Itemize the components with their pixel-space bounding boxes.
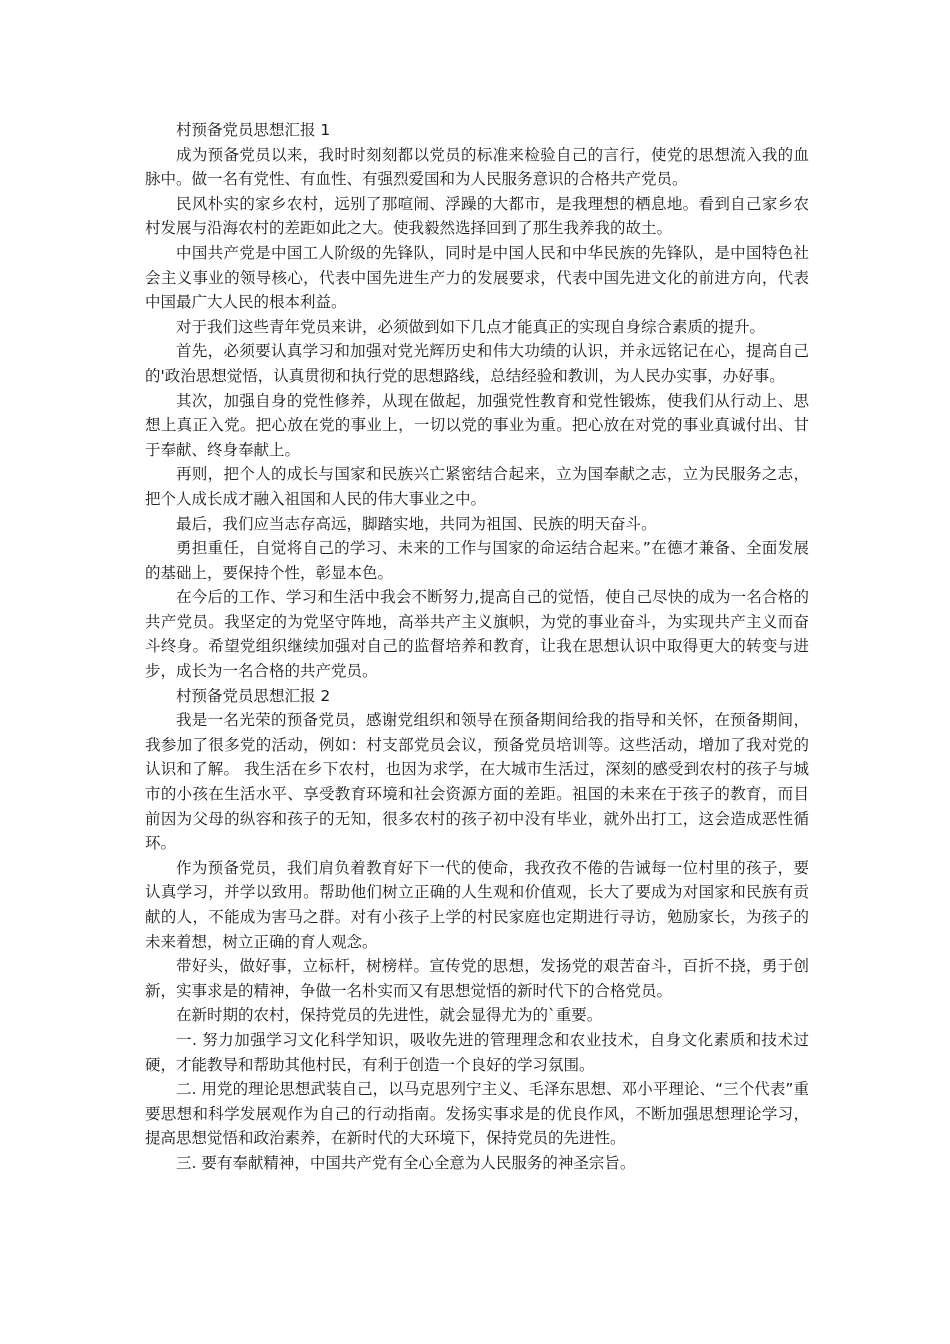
section-1-paragraph: 对于我们这些青年党员来讲，必须做到如下几点才能真正的实现自身综合素质的提升。 — [176, 317, 766, 336]
section-1-paragraph: 最后，我们应当志存高远，脚踏实地，共同为祖国、民族的明天奋斗。 — [176, 514, 657, 533]
section-2-paragraph: 一. 努力加强学习文化科学知识，吸收先进的管理理念和农业技术，自身文化素质和技术过硬，才能教导和帮助其他村民，有利于创造一个良好的学习氛围。 — [145, 1030, 809, 1074]
section-1-paragraph: 再则，把个人的成长与国家和民族兴亡紧密结合起来，立为国奉献之志，立为民服务之志，把个人成长成才融入祖国和人民的伟大事业之中。 — [145, 465, 809, 508]
section-1-paragraph: 民风朴实的家乡农村，远别了那喧闹、浮躁的大都市，是我理想的栖息地。看到自己家乡农村发展与沿海农村的差距如此之大。使我毅然选择回到了那生我养我的故土。 — [145, 194, 809, 238]
section-2-paragraph: 二. 用党的理论思想武装自己，以马克思列宁主义、毛泽东思想、邓小平理论、“三个代表”重要思想和科学发展观作为自己的行动指南。发扬实事求是的优良作风，不断加强思想理论学习，提高思想觉悟和政治素养，在新时代的大环境下，保持党员的先进性。 — [145, 1080, 809, 1148]
section-2-paragraph: 在新时期的农村，保持党员的先进性，就会显得尤为的`重要。 — [176, 1006, 603, 1025]
section-2-paragraph: 带好头，做好事，立标杆，树榜样。宣传党的思想，发扬党的艰苦奋斗，百折不挠，勇于创新，实事求是的精神，争做一名朴实而又有思想觉悟的新时代下的合格党员。 — [145, 957, 809, 1000]
document-page — [145, 118, 809, 1176]
section-2-paragraph: 我是一名光荣的预备党员，感谢党组织和领导在预备期间给我的指导和关怀，在预备期间，我参加了很多党的活动，例如：村支部党员会议，预备党员培训等。这些活动，增加了我对党的认识和了解。 我生活在乡下农村，也因为求学，在大城市生活过，深刻的感受到农村的孩子与城市的小孩在生活水平、享受教育环境和社会资源方面的差距。祖国的未来在于孩子的教育，而目前因为父母的纵容和孩子的无知，很多农村的孩子初中没有毕业，就外出打工，这会造成恶性循环。 — [145, 711, 809, 853]
section-1-paragraph: 首先，必须要认真学习和加强对党光辉历史和伟大功绩的认识，并永远铭记在心，提高自己的'政治思想觉悟，认真贯彻和执行党的思想路线，总结经验和教训，为人民办实事，办好事。 — [145, 342, 809, 385]
section-1-paragraph: 在今后的工作、学习和生活中我会不断努力,提高自己的觉悟，使自己尽快的成为一名合格的共产党员。我坚定的为党坚守阵地，高举共产主义旗帜，为党的事业奋斗，为实现共产主义而奋斗终身。希望党组织继续加强对自己的监督培养和教育，让我在思想认识中取得更大的转变与进步，成长为一名合格的共产党员。 — [145, 588, 809, 681]
section-1-paragraph: 成为预备党员以来，我时时刻刻都以党员的标准来检验自己的言行，使党的思想流入我的血脉中。做一名有党性、有血性、有强烈爱国和为人民服务意识的合格共产党员。 — [145, 145, 809, 189]
section-1-title: 村预备党员思想汇报 1 — [176, 121, 331, 139]
section-2-paragraph: 作为预备党员，我们肩负着教育好下一代的使命，我孜孜不倦的告诫每一位村里的孩子，要认真学习，并学以致用。帮助他们树立正确的人生观和价值观，长大了要成为对国家和民族有贡献的人，不能成为害马之群。对有小孩子上学的村民家庭也定期进行寻访，勉励家长，为孩子的未来着想，树立正确的育人观念。 — [145, 858, 809, 951]
section-1-paragraph: 勇担重任，自觉将自己的学习、未来的工作与国家的命运结合起来。”在德才兼备、全面发展的基础上，要保持个性，彰显本色。 — [145, 539, 809, 582]
section-2-title: 村预备党员思想汇报 2 — [176, 686, 331, 705]
section-1-paragraph: 中国共产党是中国工人阶级的先锋队，同时是中国人民和中华民族的先锋队，是中国特色社会主义事业的领导核心，代表中国先进生产力的发展要求，代表中国先进文化的前进方向，代表中国最广大人民的根本利益。 — [145, 243, 809, 312]
section-1-paragraph: 其次，加强自身的党性修养，从现在做起，加强党性教育和党性锻炼，使我们从行动上、思想上真正入党。把心放在党的事业上，一切以党的事业为重。把心放在对党的事业真诚付出、甘于奉献、终身奉献上。 — [145, 391, 809, 459]
section-2-paragraph: 三. 要有奉献精神，中国共产党有全心全意为人民服务的神圣宗旨。 — [176, 1153, 636, 1172]
